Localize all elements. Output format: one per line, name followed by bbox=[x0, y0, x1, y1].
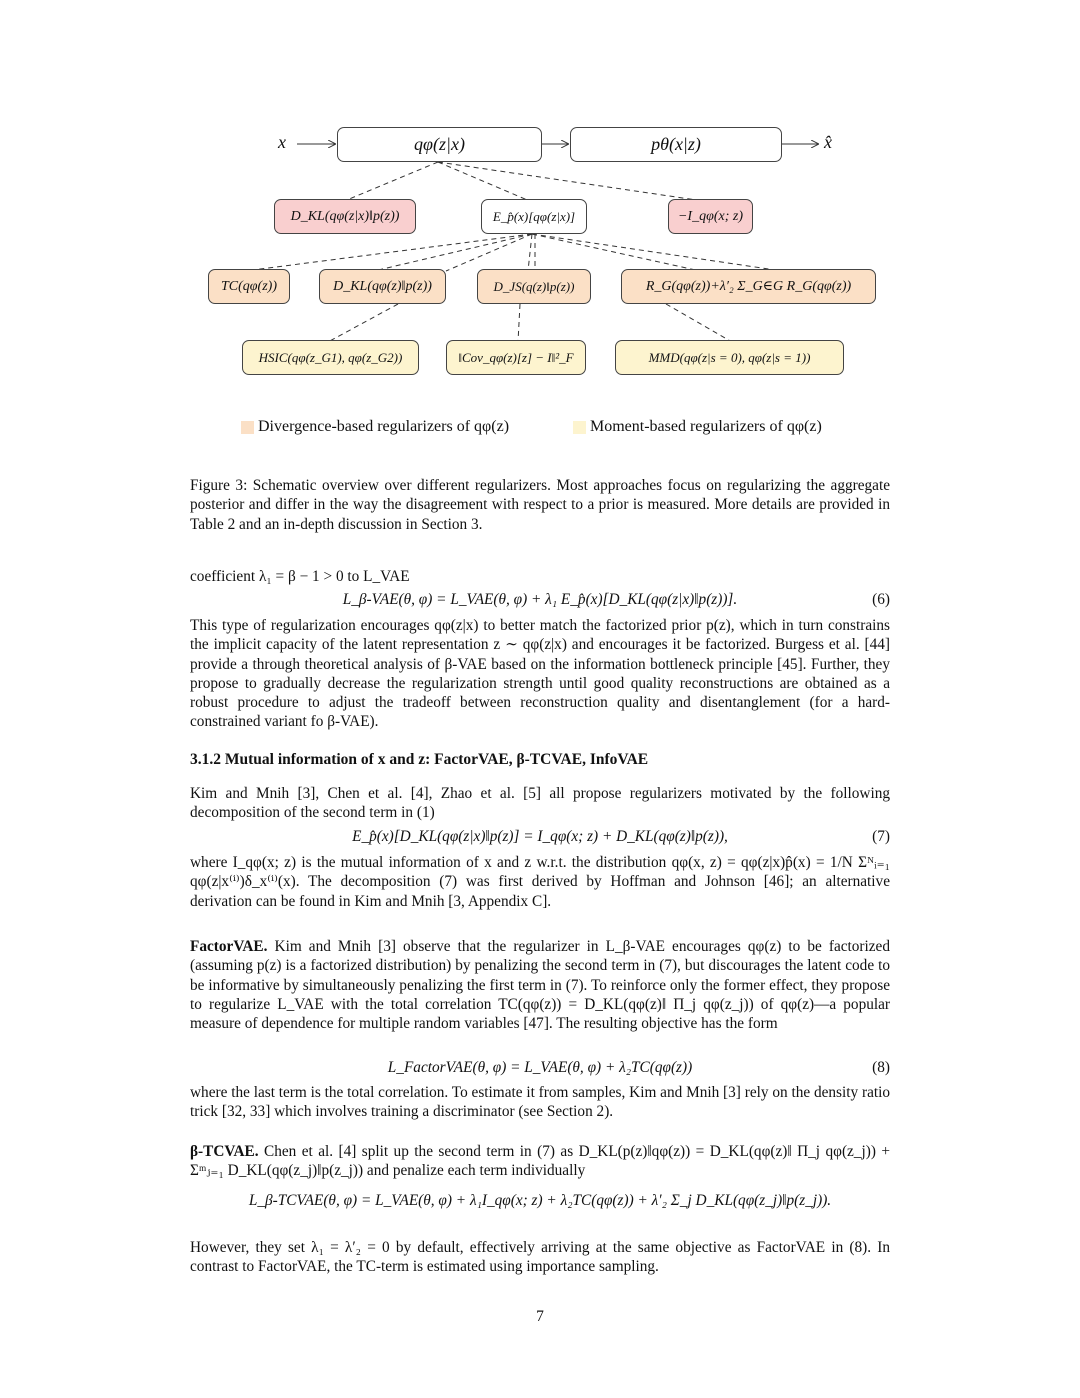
legend-divergence bbox=[241, 418, 509, 436]
equation-6-number: (6) bbox=[872, 591, 890, 608]
encoder-node: qφ(z|x) bbox=[337, 127, 542, 162]
regularizer-diagram bbox=[190, 118, 890, 448]
equation-8-number: (8) bbox=[872, 1059, 890, 1076]
mmd-node: MMD(qφ(z|s = 0), qφ(z|s = 1)) bbox=[615, 340, 844, 375]
btcvae-title: β-TCVAE. bbox=[190, 1143, 259, 1160]
factorvae-title: FactorVAE. bbox=[190, 938, 268, 955]
equation-6-body: L_β-VAE(θ, φ) = L_VAE(θ, φ) + λ₁ E_p̂(x)[D_KL(qφ(z|x)‖p(z))]. bbox=[342, 591, 738, 608]
paragraph-decomposition: Kim and Mnih [3], Chen et al. [4], Zhao et al. [5] all propose regularizers motivated by the following decomposition of the second term in (1) bbox=[190, 785, 890, 822]
equation-8-body: L_FactorVAE(θ, φ) = L_VAE(θ, φ) + λ₂TC(qφ(z)) bbox=[387, 1059, 693, 1076]
paragraph-btcvae bbox=[190, 1142, 890, 1181]
input-x-label: x bbox=[278, 132, 286, 152]
equation-btcvae-body: L_β-TCVAE(θ, φ) = L_VAE(θ, φ) + λ₁I_qφ(x; z) + λ₂TC(qφ(z)) + λ′₂ Σ_j D_KL(qφ(z_j)‖p(z_j)). bbox=[248, 1192, 832, 1209]
kl-conditional-node: D_KL(qφ(z|x)‖p(z)) bbox=[274, 199, 416, 234]
equation-7-number: (7) bbox=[872, 828, 890, 845]
group-regularizer-node: R_G(qφ(z))+λ′₂ Σ_G∈G R_G(qφ(z)) bbox=[621, 269, 876, 304]
intro-line: coefficient λ₁ = β − 1 > 0 to L_VAE bbox=[190, 568, 410, 585]
paragraph-mutual-info: where I_qφ(x; z) is the mutual information of x and z w.r.t. the distribution qφ(x, z) = qφ(z|x)p̂(x) = 1/N Σᴺᵢ₌₁ qφ(z|x⁽ⁱ⁾)δ_x⁽ⁱ⁾(x). The decomposition (7) was first derived by Hoffman and Johnson [46]; an alternative derivation can be found in Kim and Mnih [3, Appendix C]. bbox=[190, 854, 890, 910]
hsic-node: HSIC(qφ(z_G1), qφ(z_G2)) bbox=[242, 340, 419, 375]
section-heading-3-1-2: 3.1.2 Mutual information of x and z: FactorVAE, β-TCVAE, InfoVAE bbox=[190, 751, 649, 768]
equation-7-body: E_p̂(x)[D_KL(qφ(z|x)‖p(z)] = I_qφ(x; z) + D_KL(qφ(z)‖p(z)), bbox=[352, 828, 728, 845]
legend-swatch-yellow bbox=[573, 421, 586, 434]
covariance-node: ‖Cov_qφ(z)[z] − I‖²_F bbox=[446, 340, 586, 375]
output-xhat-label: x̂ bbox=[824, 132, 832, 152]
equation-7 bbox=[190, 828, 890, 846]
equation-btcvae bbox=[190, 1192, 890, 1210]
legend-swatch-orange bbox=[241, 421, 254, 434]
js-divergence-node: D_JS(q(z)‖p(z)) bbox=[477, 269, 591, 304]
btcvae-body: Chen et al. [4] split up the second term in (7) as D_KL(p(z)‖qφ(z)) = D_KL(qφ(z)‖ Π_j qφ(z_j)) + Σᵐⱼ₌₁ D_KL(qφ(z_j)‖p(z_j)) and penalize each term individually bbox=[190, 1143, 890, 1180]
mutual-information-node: −I_qφ(x; z) bbox=[668, 199, 753, 234]
paragraph-beta-vae: This type of regularization encourages qφ(z|x) to better match the factorized prior p(z), which in turn constrains the implicit capacity of the latent representation z ∼ qφ(z|x) and encourages it be factorized. Burgess et al. [44] provide a through theoretical analysis of β-VAE based on the information bottleneck principle [45]. Further, they propose to gradually decrease the regularization strength until good quality reconstructions are obtained as a robust procedure to adjust the tradeoff between reconstruction quality and disentanglement (for a hard-constrained variant fo β-VAE). bbox=[190, 617, 890, 731]
paragraph-total-correlation: where the last term is the total correlation. To estimate it from samples, Kim and Mnih [3] rely on the density ratio trick [32, 33] which involves training a discriminator (see Section 2). bbox=[190, 1084, 891, 1121]
legend-moment bbox=[573, 418, 822, 436]
paragraph-factorvae bbox=[190, 937, 890, 1033]
page-number: 7 bbox=[536, 1308, 544, 1325]
factorvae-body: Kim and Mnih [3] observe that the regularizer in L_β-VAE encourages qφ(z) to be factorized (assuming p(z) is a factorized distribution) by penalizing the second term in (7), but discourages the latent code to be informative by simultaneously penalizing the first term in (7). To reinforce only the former effect, they propose to regularize L_VAE with the total correlation TC(qφ(z)) = D_KL(qφ(z)‖ Π_j qφ(z_j)) of qφ(z)—a popular measure of dependence for multiple random variables [47]. The resulting objective has the form bbox=[190, 938, 890, 1033]
kl-aggregate-node: D_KL(qφ(z)‖p(z)) bbox=[319, 269, 446, 304]
aggregate-posterior-node: E_p̂(x)[qφ(z|x)] bbox=[481, 199, 587, 234]
paragraph-defaults: However, they set λ₁ = λ′₂ = 0 by default, effectively arriving at the same objective as FactorVAE in (8). In contrast to FactorVAE, the TC-term is estimated using importance sampling. bbox=[190, 1239, 890, 1276]
figure-caption: Figure 3: Schematic overview over different regularizers. Most approaches focus on regularizing the aggregate posterior and differ in the way the disagreement with respect to a prior is measured. More details are provided in Table 2 and an in-depth discussion in Section 3. bbox=[190, 477, 890, 533]
tc-node: TC(qφ(z)) bbox=[208, 269, 290, 304]
equation-6 bbox=[190, 591, 890, 609]
decoder-node: pθ(x|z) bbox=[570, 127, 782, 162]
legend-label: Divergence-based regularizers of qφ(z) bbox=[258, 418, 510, 435]
legend-label: Moment-based regularizers of qφ(z) bbox=[590, 418, 822, 435]
equation-8 bbox=[190, 1059, 890, 1077]
